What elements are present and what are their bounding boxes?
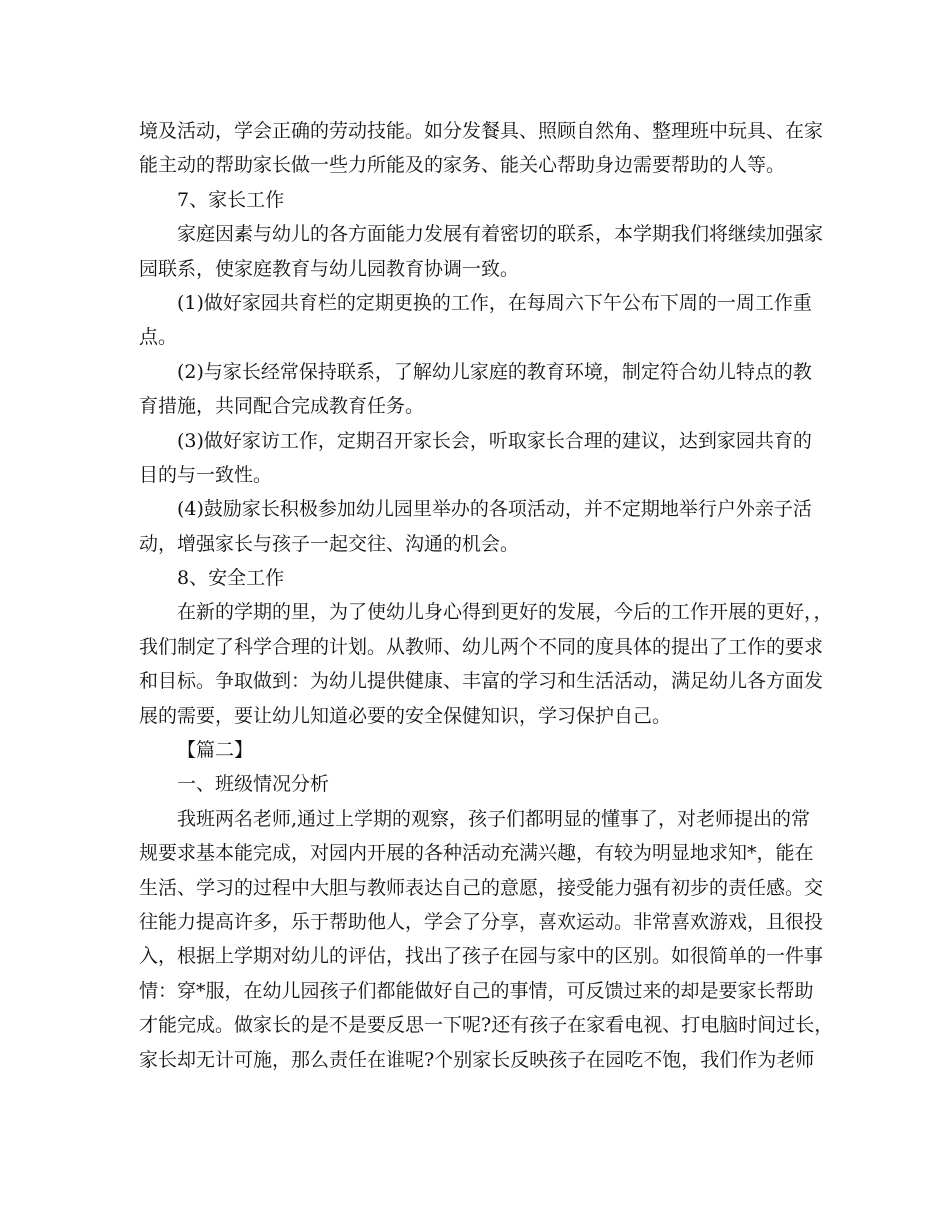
text-line: 情：穿*服，在幼儿园孩子们都能做好自己的事情，可反馈过来的却是要家长帮助: [139, 979, 814, 1002]
section-title: 【篇二】: [177, 739, 254, 762]
text-line: 在新的学期的里，为了使幼儿身心得到更好的发展，今后的工作开展的更好，，: [177, 601, 833, 624]
text-line: 园联系，使家庭教育与幼儿园教育协调一致。: [139, 257, 520, 280]
text-line: 能主动的帮助家长做一些力所能及的家务、能关心帮助身边需要帮助的人等。: [139, 154, 786, 177]
text-line: 往能力提高许多，乐于帮助他人，学会了分享，喜欢运动。非常喜欢游戏，且很投: [139, 910, 824, 933]
text-line: 生活、学习的过程中大胆与教师表达自己的意愿，接受能力强有初步的责任感。交: [139, 876, 824, 899]
text-line: 展的需要，要让幼儿知道必要的安全保健知识，学习保护自己。: [139, 704, 672, 727]
text-line: 动，增强家长与孩子一起交往、沟通的机会。: [139, 532, 520, 555]
section-heading: 8、安全工作: [177, 567, 285, 590]
text-line: (3)做好家访工作，定期召开家长会，听取家长合理的建议，达到家园共育的: [177, 429, 812, 452]
text-line: (4)鼓励家长积极参加幼儿园里举办的各项活动，并不定期地举行户外亲子活: [177, 498, 812, 521]
text-line: (1)做好家园共育栏的定期更换的工作，在每周六下午公布下周的一周工作重: [177, 291, 812, 314]
text-line: 我班两名老师,通过上学期的观察，孩子们都明显的懂事了，对老师提出的常: [177, 807, 811, 830]
text-line: 境及活动，学会正确的劳动技能。如分发餐具、照顾自然角、整理班中玩具、在家: [139, 120, 824, 142]
document-body: [139, 114, 834, 1077]
text-line: 规要求基本能完成，对园内开展的各种活动充满兴趣，有较为明显地求知*，能在: [139, 842, 814, 865]
text-line: 入，根据上学期对幼儿的评估，找出了孩子在园与家中的区别。如很简单的一件事: [139, 945, 824, 968]
section-heading: 7、家长工作: [177, 188, 285, 211]
text-line: 点。: [139, 326, 178, 349]
text-line: 才能完成。做家长的是不是要反思一下呢?还有孩子在家看电视、打电脑时间过长，: [139, 1014, 834, 1037]
text-line: 和目标。争取做到：为幼儿提供健康、丰富的学习和生活活动，满足幼儿各方面发: [139, 670, 824, 693]
text-line: 目的与一致性。: [139, 463, 273, 486]
text-line: 家庭因素与幼儿的各方面能力发展有着密切的联系，本学期我们将继续加强家: [177, 223, 824, 246]
text-line: 育措施，共同配合完成教育任务。: [139, 395, 425, 418]
text-line: (2)与家长经常保持联系，了解幼儿家庭的教育环境，制定符合幼儿特点的教: [177, 360, 812, 383]
section-heading: 一、班级情况分析: [177, 773, 330, 796]
text-line: 我们制定了科学合理的计划。从教师、幼儿两个不同的度具体的提出了工作的要求: [139, 635, 824, 658]
text-line: 家长却无计可施，那么责任在谁呢?个别家长反映孩子在园吃不饱，我们作为老师: [139, 1048, 815, 1071]
